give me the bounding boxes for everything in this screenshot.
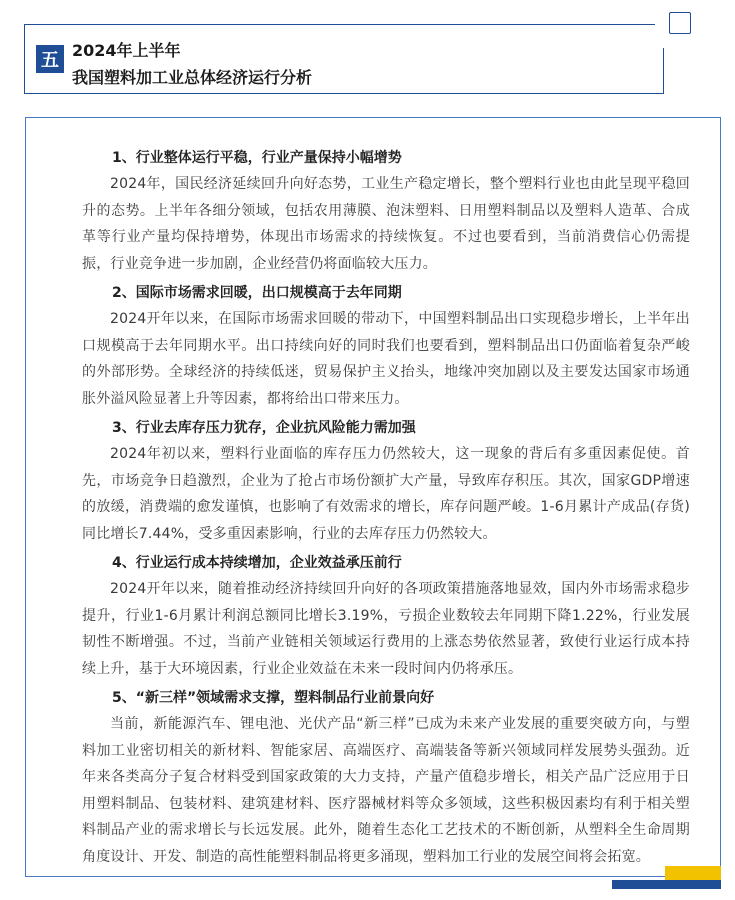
section-3 xyxy=(82,415,690,547)
section-body: 2024年，国民经济延续回升向好态势，工业生产稳定增长，整个塑料行业也由此呈现平稳回升的态势。上半年各细分领域，包括农用薄膜、泡沫塑料、日用塑料制品以及塑料人造革、合成革等行业产量均保持增势，体现出市场需求的持续恢复。不过也要看到，当前消费信心仍需提振，行业竞争进一步加剧，企业经营仍将面临较大压力。 xyxy=(82,176,690,272)
title-line-2: 我国塑料加工业总体经济运行分析 xyxy=(72,68,313,87)
page-title xyxy=(72,37,632,91)
corner-square-decoration xyxy=(669,12,691,34)
section-body: 当前，新能源汽车、锂电池、光伏产品“新三样”已成为未来产业发展的重要突破方向，与塑料加工业密切相关的新材料、智能家居、高端医疗、高端装备等新兴领域同样发展势头强劲。近年来各类高分子复合材料受到国家政策的大力支持，产量产值稳步增长，相关产品广泛应用于日用塑料制品、包装材料、建筑建材料、医疗器械材料等众多领域，这些积极因素均有利于相关塑料制品产业的需求增长与长远发展。此外，随着生态化工艺技术的不断创新，从塑料全生命周期角度设计、开发、制造的高性能塑料制品将更多涌现，塑料加工行业的发展空间将会拓宽。 xyxy=(82,716,690,865)
section-2 xyxy=(82,280,690,412)
accent-bar-blue xyxy=(612,880,721,889)
section-1 xyxy=(82,145,690,277)
section-body: 2024开年以来，随着推动经济持续回升向好的各项政策措施落地显效，国内外市场需求稳步提升，行业1-6月累计利润总额同比增长3.19%，亏损企业数较去年同期下降1.22%，行业发展韧性不断增强。不过，当前产业链相关领域运行费用的上涨态势依然显著，致使行业运行成本持续上升，基于大环境因素，行业企业效益在未来一段时间内仍将承压。 xyxy=(82,581,690,677)
section-body: 2024开年以来，在国际市场需求回暖的带动下，中国塑料制品出口实现稳步增长，上半年出口规模高于去年同期水平。出口持续向好的同时我们也要看到，塑料制品出口仍面临着复杂严峻的外部形势。全球经济的持续低迷，贸易保护主义抬头，地缘冲突加剧以及主要发达国家市场通胀外溢风险显著上升等因素，都将给出口带来压力。 xyxy=(82,311,690,407)
content-box xyxy=(25,117,721,877)
accent-bar-yellow xyxy=(665,866,721,880)
section-title: 2、国际市场需求回暖，出口规模高于去年同期 xyxy=(112,285,402,301)
section-number-badge: 五 xyxy=(36,45,64,73)
section-body: 2024年初以来，塑料行业面临的库存压力仍然较大，这一现象的背后有多重因素促使。首先，市场竞争日趋激烈，企业为了抢占市场份额扩大产量，导致库存积压。其次，国家GDP增速的放缓，消费端的愈发谨慎，也影响了有效需求的增长，库存问题严峻。1-6月累计产成品(存货)同比增长7.44%，受多重因素影响，行业的去库存压力仍然较大。 xyxy=(82,446,690,542)
title-line-1: 2024年上半年 xyxy=(72,41,181,60)
section-title: 3、行业去库存压力犹存，企业抗风险能力需加强 xyxy=(112,420,416,436)
section-4 xyxy=(82,550,690,682)
section-title: 4、行业运行成本持续增加，企业效益承压前行 xyxy=(112,555,402,571)
section-title: 5、“新三样”领域需求支撑，塑料制品行业前景向好 xyxy=(112,690,435,706)
section-5 xyxy=(82,685,690,870)
section-title: 1、行业整体运行平稳，行业产量保持小幅增势 xyxy=(112,150,402,166)
